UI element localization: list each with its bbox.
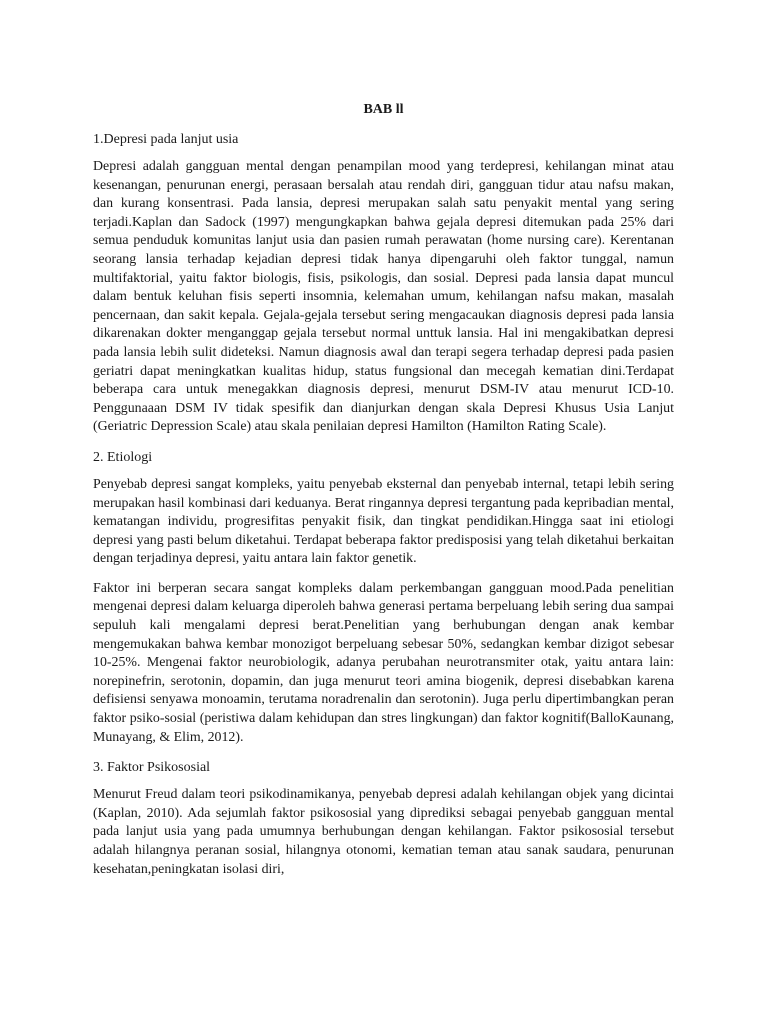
paragraph: Penyebab depresi sangat kompleks, yaitu penyebab eksternal dan penyebab internal, tetapi lebih sering merupakan hasil kombinasi dari keduanya. Berat ringannya depresi tergantung pada kepribadian mental, kematangan individu, progresifitas penyakit fisik, dan tingkat pendidikan.Hingga saat ini etiologi depresi yang pasti belum diketahui. Terdapat beberapa faktor predisposisi yang telah diketahui berkaitan dengan terjadinya depresi, yaitu antara lain faktor genetik.: [93, 476, 674, 567]
section-heading-faktor-psikososial: 3. Faktor Psikososial: [93, 760, 211, 776]
paragraph: Menurut Freud dalam teori psikodinamikanya, penyebab depresi adalah kehilangan objek yang dicintai (Kaplan, 2010). Ada sejumlah faktor psikososial yang diprediksi sebagai penyebab gangguan mental pada lanjut usia yang pada umumnya berhubungan dengan kehilangan. Faktor psikososial tersebut adalah hilangnya peranan sosial, hilangnya otonomi, kematian teman atau sanak saudara, penurunan kesehatan,peningkatan isolasi diri,: [93, 787, 674, 877]
page-content: [93, 100, 674, 890]
paragraph: Faktor ini berperan secara sangat kompleks dalam perkembangan gangguan mood.Pada penelitian mengenai depresi dalam keluarga diperoleh bahwa generasi pertama berpeluang lebih sering dua sampai sepuluh kali mengalami depresi berat.Penelitian yang berhubungan dengan anak kembar mengemukakan bahwa kembar monozigot berpeluang sebesar 50%, sedangkan kembar dizigot sebesar 10-25%. Mengenai faktor neurobiologik, adanya perubahan neurotransmiter otak, yaitu antara lain: norepinefrin, serotonin, dopamin, dan juga menurut teori amina biogenik, depresi disebabkan karena defisiensi senyawa monoamin, terutama noradrenalin dan serotonin). Juga perlu dipertimbangkan peran faktor psiko-sosial (peristiwa dalam kehidupan dan stres lingkungan) dan faktor kognitif(BalloKaunang, Munayang, & Elim, 2012).: [93, 580, 674, 745]
paragraph: Depresi adalah gangguan mental dengan penampilan mood yang terdepresi, kehilangan minat atau kesenangan, penurunan energi, perasaan bersalah atau rendah diri, gangguan tidur atau nafsu makan, dan kurang konsentrasi. Pada lansia, depresi merupakan salah satu penyakit mental yang sering terjadi.Kaplan dan Sadock (1997) mengungkapkan bahwa gejala depresi ditemukan pada 25% dari semua penduduk komunitas lanjut usia dan pasien rumah perawatan (home nursing care). Kerentanan seorang lansia terhadap kejadian depresi tidak hanya dipengaruhi oleh faktor tunggal, namun multifaktorial, yaitu faktor biologis, fisis, psikologis, dan sosial. Depresi pada lansia dapat muncul dalam bentuk keluhan fisis seperti insomnia, kelemahan umum, kehilangan nafsu makan, masalah pencernaan, dan sakit kepala. Gejala-gejala tersebut sering mengacaukan diagnosis depresi pada lansia dikarenakan dokter menganggap gejala tersebut normal unttuk lansia. Hal ini mengakibatkan depresi pada lansia lebih sulit dideteksi. Namun diagnosis awal dan terapi segera terhadap depresi pada pasien geriatri dapat meningkatkan kualitas hidup, status fungsional dan mecegah kematian dini.Terdapat beberapa cara untuk menegakkan diagnosis depresi, menurut DSM-IV atau menurut ICD-10. Penggunaaan DSM IV tidak spesifik dan dianjurkan dengan skala Depresi Khusus Usia Lanjut (Geriatric Depression Scale) atau skala penilaian depresi Hamilton (Hamilton Rating Scale).: [93, 159, 674, 435]
section-heading-etiologi: 2. Etiologi: [93, 449, 153, 465]
chapter-title: BAB ll: [363, 102, 404, 117]
section-heading-depresi: 1.Depresi pada lanjut usia: [93, 132, 239, 147]
